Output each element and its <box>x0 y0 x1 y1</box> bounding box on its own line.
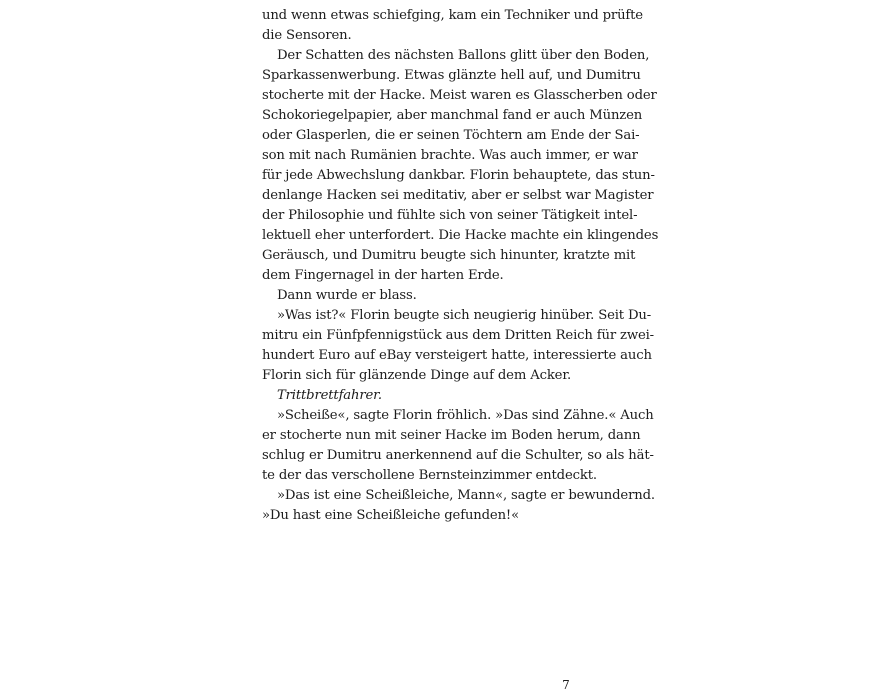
text-line: die Sensoren. <box>262 28 352 43</box>
text-line: der Philosophie und fühlte sich von seiner Tätigkeit intel- <box>262 208 638 223</box>
text-line: te der das verschollene Bernsteinzimmer entdeckt. <box>262 468 597 483</box>
page-number: 7 <box>562 678 570 692</box>
text-line: »Was ist?« Florin beugte sich neugierig hinüber. Seit Du- <box>277 308 652 323</box>
text-line: dem Fingernagel in der harten Erde. <box>262 268 504 283</box>
text-line: lektuell eher unterfordert. Die Hacke machte ein klingendes <box>262 228 659 243</box>
text-line: son mit nach Rumänien brachte. Was auch immer, er war <box>262 148 638 163</box>
text-line: und wenn etwas schiefging, kam ein Techniker und prüfte <box>262 8 643 23</box>
text-line: mitru ein Fünfpfennigstück aus dem Dritten Reich für zwei- <box>262 328 654 343</box>
text-line: »Das ist eine Scheißleiche, Mann«, sagte er bewundernd. <box>277 488 655 503</box>
text-line: Sparkassenwerbung. Etwas glänzte hell auf, und Dumitru <box>262 68 641 83</box>
book-page-text-block <box>262 6 659 526</box>
text-line <box>262 386 610 406</box>
text-line: stocherte mit der Hacke. Meist waren es Glasscherben oder <box>262 88 657 103</box>
text-line: er stocherte nun mit seiner Hacke im Boden herum, dann <box>262 428 641 443</box>
text-line: »Du hast eine Scheißleiche gefunden!« <box>262 508 519 523</box>
text-line: Geräusch, und Dumitru beugte sich hinunter, kratzte mit <box>262 248 636 263</box>
text-line: hundert Euro auf eBay versteigert hatte, interessierte auch <box>262 348 652 363</box>
text-line: Schokoriegelpapier, aber manchmal fand er auch Münzen <box>262 108 643 123</box>
text-line: oder Glasperlen, die er seinen Töchtern am Ende der Sai- <box>262 128 640 143</box>
text-line: »Scheiße«, sagte Florin fröhlich. »Das sind Zähne.« Auch <box>277 408 654 423</box>
text-line: für jede Abwechslung dankbar. Florin behauptete, das stun- <box>262 168 655 183</box>
italic-text: Trittbrettfahrer. <box>277 388 382 403</box>
text-line: Florin sich für glänzende Dinge auf dem Acker. <box>262 368 572 383</box>
text-line: Dann wurde er blass. <box>277 288 417 303</box>
text-line: denlange Hacken sei meditativ, aber er selbst war Magister <box>262 188 654 203</box>
text-line: schlug er Dumitru anerkennend auf die Schulter, so als hät- <box>262 448 654 463</box>
text-line: Der Schatten des nächsten Ballons glitt über den Boden, <box>277 48 650 63</box>
